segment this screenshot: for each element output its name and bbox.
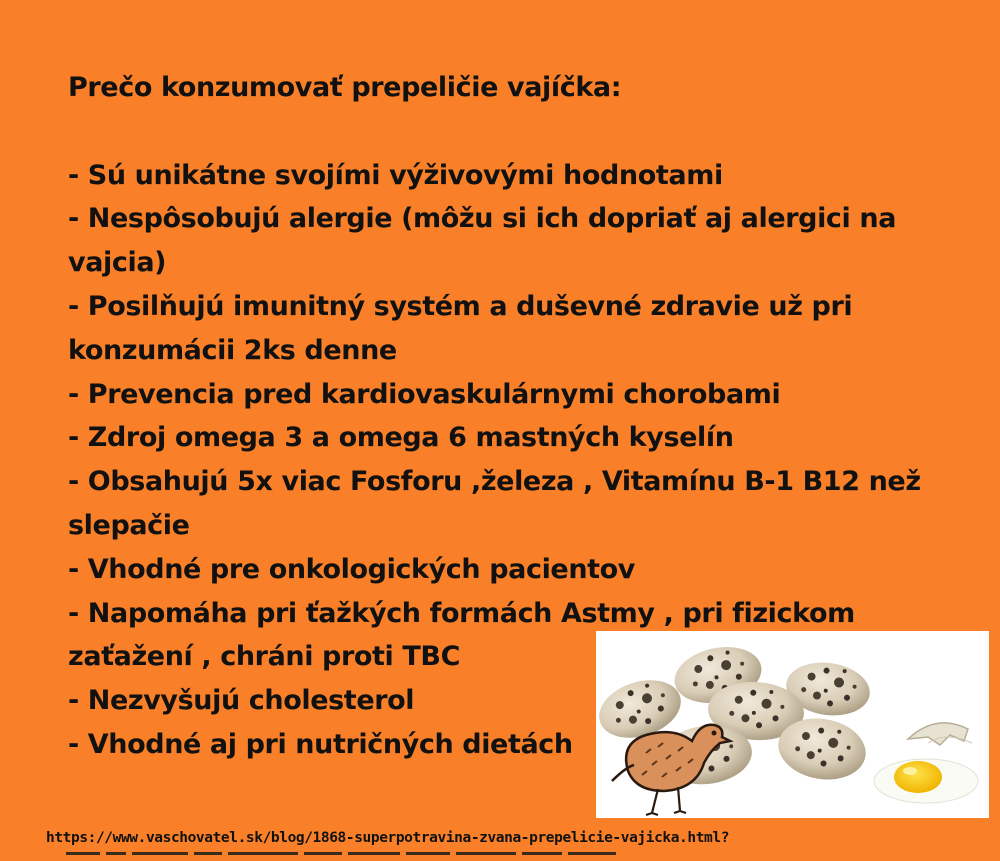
benefit-item: - Nespôsobujú alergie (môžu si ich dopriať aj alergici na vajcia) — [68, 203, 897, 279]
benefit-item: - Posilňujú imunitný systém a duševné zdravie už pri konzumácii 2ks denne — [68, 290, 853, 366]
source-url: https://www.vaschovatel.sk/blog/1868-superpotravina-zvana-prepelicie-vajicka.html? — [46, 830, 730, 846]
benefit-item: - Napomáha pri ťažkých formách Astmy , pri fizickom zaťažení , chráni proti TBC — [68, 597, 855, 673]
quail-eggs-photo — [596, 631, 989, 818]
heading-spacer — [68, 110, 928, 154]
benefit-item: - Nezvyšujú cholesterol — [68, 685, 415, 717]
cropped-url-line — [66, 852, 626, 861]
benefit-item: - Zdroj omega 3 a omega 6 mastných kyselín — [68, 422, 734, 454]
benefit-item: - Obsahujú 5x viac Fosforu ,železa , Vitamínu B-1 B12 než slepačie — [68, 466, 921, 541]
article-heading: Prečo konzumovať prepeličie vajíčka: — [68, 72, 622, 103]
cracked-egg — [874, 723, 978, 803]
benefit-item: - Prevencia pred kardiovaskulárnymi chorobami — [68, 378, 781, 410]
benefit-item: - Vhodné pre onkologických pacientov — [68, 553, 636, 585]
quail-eggs-illustration — [596, 631, 989, 818]
benefit-item: - Vhodné aj pri nutričných dietách — [68, 728, 573, 760]
benefit-item: - Sú unikátne svojími výživovými hodnotami — [68, 159, 723, 191]
